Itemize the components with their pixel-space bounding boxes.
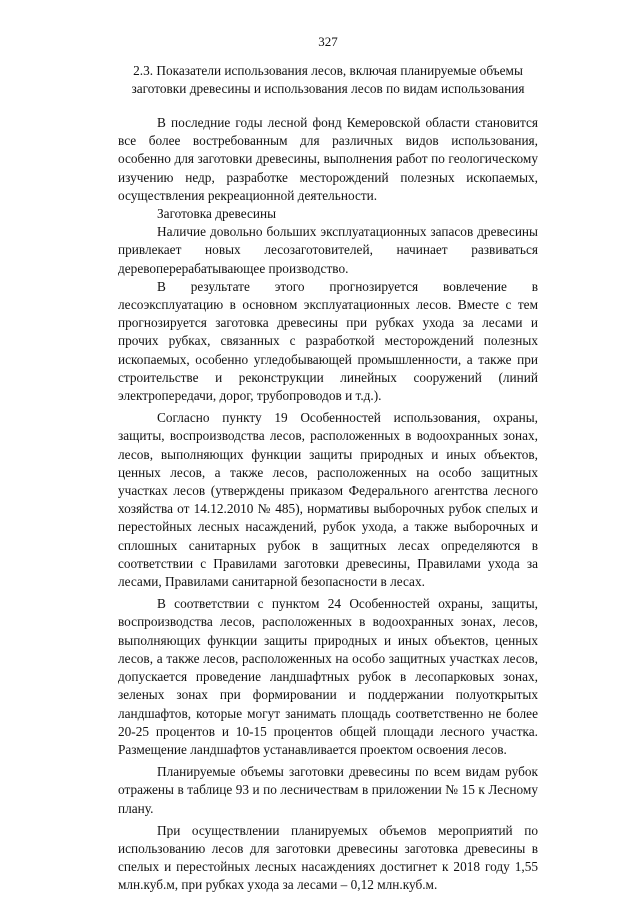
paragraph-planned-volumes: Планируемые объемы заготовки древесины по всем видам рубок отражены в таблице 93 и по лесничествам в приложении № 15 к Лесному плану. (118, 764, 538, 816)
paragraph-forecast: В результате этого прогнозируется вовлечение в лесоэксплуатацию в основном эксплуатационных лесов. Вместе с тем прогнозируется заготовка древесины при рубках ухода за лесами и прочих рубках, связанных с разработкой месторождений полезных ископаемых, особенно угледобывающей промышленности, а также при строительстве и реконструкции линейных сооружений (линий электропередачи, дорог, трубопроводов и т.д.). (118, 278, 538, 404)
paragraph-reserves: Наличие довольно больших эксплуатационных запасов древесины привлекает новых лесозаготовителей, начинает развиваться деревоперерабатывающее производство. (118, 224, 538, 276)
body-text (118, 114, 538, 895)
paragraph-intro: В последние годы лесной фонд Кемеровской области становится все более востребованным для различных видов использования, особенно для заготовки древесины, выполнения работ по геологическому изучению недр, разработке месторождений полезных ископаемых, осуществления рекреационной деятельности. (118, 115, 538, 203)
section-heading: 2.3. Показатели использования лесов, включая планируемые объемы заготовки древесины и использования лесов по видам использования (131, 63, 525, 96)
paragraph-clause-24: В соответствии с пунктом 24 Особенностей охраны, защиты, воспроизводства лесов, расположенных в водоохранных зонах, лесов, выполняющих функции защиты природных и иных объектов, ценных лесов, а также лесов, расположенных на особо защитных участках лесов, допускается проведение ландшафтных рубок в лесопарковых зонах, зеленых зонах при формировании и поддержании полуоткрытых ландшафтов, которые могут занимать площадь соответственно не более 20-25 процентов и 10-15 процентов общей площади лесного участка. Размещение ландшафтов устанавливается проектом освоения лесов. (118, 596, 538, 757)
subheading-timber-harvesting: Заготовка древесины (157, 206, 277, 222)
document-page (118, 34, 538, 895)
paragraph-clause-19: Согласно пункту 19 Особенностей использования, охраны, защиты, воспроизводства лесов, расположенных в водоохранных зонах, лесов, выполняющих функции защиты природных и иных объектов, ценных лесов, а также лесов, расположенных на особо защитных участках лесов (утверждены приказом Федерального агентства лесного хозяйства от 14.12.2010 № 485), нормативы выборочных рубок спелых и перестойных лесных насаждений, рубок ухода, а также выборочных и сплошных санитарных рубок в защитных лесах определяются в соответствии с Правилами заготовки древесины, Правилами ухода за лесами, Правилами санитарной безопасности в лесах. (118, 410, 538, 590)
page-number: 327 (318, 34, 338, 49)
paragraph-implementation: При осуществлении планируемых объемов мероприятий по использованию лесов для заготовки древесины заготовка древесины в спелых и перестойных лесных насаждениях достигнет к 2018 году 1,55 млн.куб.м, при рубках ухода за лесами – 0,12 млн.куб.м. (118, 822, 538, 893)
